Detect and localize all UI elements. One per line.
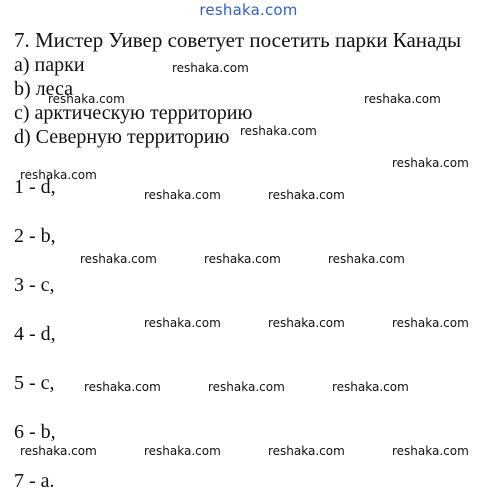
watermark: reshaka.com (392, 316, 469, 330)
answer-6: 6 - b, (14, 421, 56, 443)
question-text: 7. Мистер Уивер советует посетить парки Канады (14, 28, 462, 52)
watermark: reshaka.com (144, 188, 221, 202)
watermark: reshaka.com (332, 380, 409, 394)
watermark: reshaka.com (208, 380, 285, 394)
watermark: reshaka.com (204, 252, 281, 266)
watermark: reshaka.com (268, 316, 345, 330)
watermark: reshaka.com (172, 61, 249, 75)
watermark: reshaka.com (144, 316, 221, 330)
answer-1: 1 - d, (14, 176, 56, 198)
answer-5: 5 - c, (14, 372, 55, 394)
watermark: reshaka.com (84, 380, 161, 394)
answer-4: 4 - d, (14, 323, 56, 345)
option-c: c) арктическую территорию (14, 102, 253, 124)
option-a: a) парки (14, 54, 85, 76)
watermark: reshaka.com (364, 92, 441, 106)
watermark: reshaka.com (240, 124, 317, 138)
answer-7: 7 - a. (14, 470, 55, 492)
answer-3: 3 - c, (14, 274, 55, 296)
watermark: reshaka.com (80, 252, 157, 266)
watermark: reshaka.com (48, 92, 125, 106)
watermark: reshaka.com (20, 444, 97, 458)
watermark: reshaka.com (392, 156, 469, 170)
site-logo[interactable]: reshaka.com (199, 1, 298, 19)
watermark: reshaka.com (392, 444, 469, 458)
watermark: reshaka.com (268, 444, 345, 458)
watermark: reshaka.com (268, 188, 345, 202)
option-d: d) Северную территорию (14, 126, 230, 148)
watermark: reshaka.com (328, 252, 405, 266)
watermark: reshaka.com (144, 444, 221, 458)
answer-2: 2 - b, (14, 225, 56, 247)
watermark: reshaka.com (20, 168, 97, 182)
option-b: b) леса (14, 78, 74, 100)
